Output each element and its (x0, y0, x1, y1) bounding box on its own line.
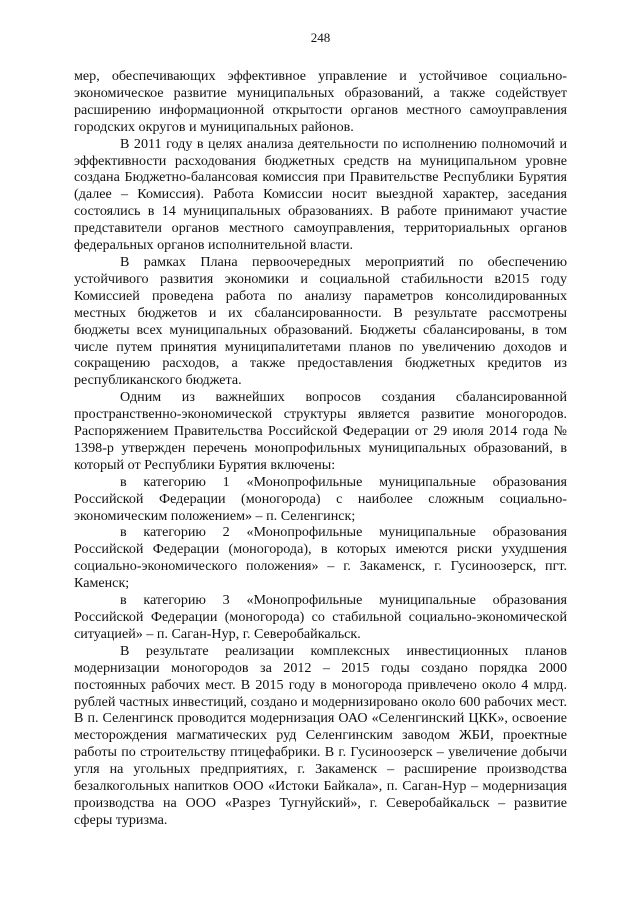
page-number: 248 (310, 30, 331, 45)
paragraph: В результате реализации комплексных инвестиционных планов модернизации моногородов за 2012 – 2015 годы создано порядка 2000 постоянных рабочих мест. В 2015 году в моногорода привлечено около 4 млрд. рублей частных инвестиций, создано и модернизировано около 600 рабочих мест. В п. Селенгинск проводится модернизация ОАО «Селенгинский ЦКК», освоение месторождения магматических руд Селенгинским заводом ЖБИ, проектные работы по строительству птицефабрики. В г. Гусиноозерск – увеличение добычи угля на угольных предприятиях, г. Закаменск – расширение производства безалкогольных напитков ООО «Истоки Байкала», п. Саган-Нур – модернизация производства на ООО «Разрез Тугнуйский», г. Северобайкальск – развитие сферы туризма. (74, 642, 567, 828)
paragraph: в категорию 1 «Монопрофильные муниципальные образования Российской Федерации (моногорода) с наиболее сложным социально-экономическим положением» – п. Селенгинск; (74, 473, 567, 524)
body-text (74, 68, 567, 829)
paragraph: в категорию 3 «Монопрофильные муниципальные образования Российской Федерации (моногорода) со стабильной социально-экономической ситуацией» – п. Саган-Нур, г. Северобайкальск. (74, 592, 567, 642)
document-page (74, 30, 567, 829)
paragraph: Одним из важнейших вопросов создания сбалансированной пространственно-экономической структуры является развитие моногородов. Распоряжением Правительства Российской Федерации от 29 июля 2014 года № 1398-р утвержден перечень монопрофильных муниципальных образований, в который от Республики Бурятия включены: (74, 389, 567, 473)
paragraph: В 2011 году в целях анализа деятельности по исполнению полномочий и эффективности расходования бюджетных средств на муниципальном уровне создана Бюджетно-балансовая комиссия при Правительстве Республики Бурятия (далее – Комиссия). Работа Комиссии носит выездной характер, заседания состоялись в 14 муниципальных образованиях. В работе принимают участие представители органов местного самоуправления, территориальных органов федеральных органов исполнительной власти. (74, 135, 567, 254)
paragraph: В рамках Плана первоочередных мероприятий по обеспечению устойчивого развития экономики и социальной стабильности в2015 году Комиссией проведена работа по анализу параметров консолидированных местных бюджетов и их сбалансированности. В результате рассмотрены бюджеты всех муниципальных образований. Бюджеты сбалансированы, в том числе путем принятия муниципалитетами планов по увеличению доходов и сокращению расходов, а также предоставления бюджетных кредитов из республиканского бюджета. (74, 253, 567, 389)
paragraph: мер, обеспечивающих эффективное управление и устойчивое социально-экономическое развитие муниципальных образований, а также содействует расширению информационной открытости органов местного самоуправления городских округов и муниципальных районов. (74, 68, 567, 135)
paragraph: в категорию 2 «Монопрофильные муниципальные образования Российской Федерации (моногорода), в которых имеются риски ухудшения социально-экономического положения» – г. Закаменск, г. Гусиноозерск, пгт. Каменск; (74, 524, 567, 592)
